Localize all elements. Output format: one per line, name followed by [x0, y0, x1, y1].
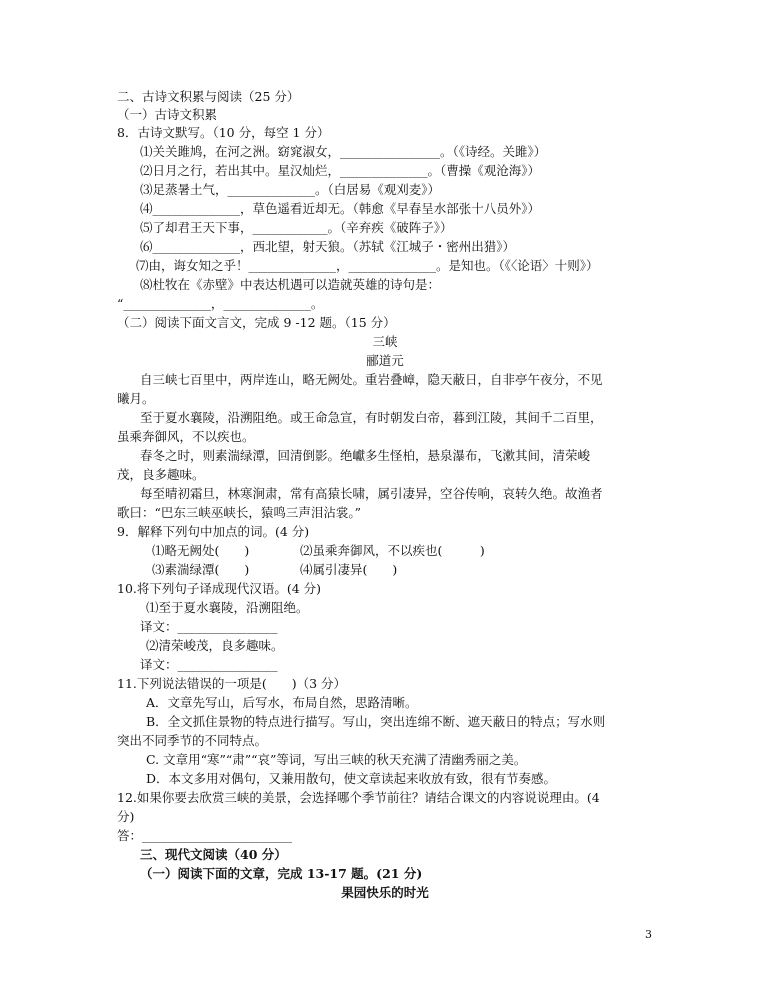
q10-sentence-1: ⑴至于夏水襄陵，沿溯阻绝。 — [146, 600, 309, 615]
q9-item-4: ⑷属引凄异( ) — [300, 562, 398, 577]
q8-item-1: ⑴关关雎鸠，在河之洲。窈窕淑女，________________。（《诗经。关雎》） — [140, 144, 547, 159]
passage-line: 茂，良多趣味。 — [117, 467, 205, 482]
q10-translation-2: 译文：________________ — [140, 657, 278, 672]
passage-line: 曦月。 — [117, 391, 155, 406]
passage-title: 三峡 — [372, 334, 398, 349]
q10-translation-1: 译文：________________ — [140, 619, 278, 634]
q11-option-b-cont: 突出不同季节的不同特点。 — [117, 733, 268, 748]
q8-item-2: ⑵日月之行，若出其中。星汉灿烂，______________。（曹操《观沧海》） — [140, 163, 541, 178]
q12-question-cont: 分) — [117, 809, 135, 824]
q11-title: 11.下列说法错误的一项是( )（3 分） — [117, 676, 347, 691]
q9-title: 9．解释下列句中加点的词。(4 分) — [117, 524, 310, 539]
passage-line: 自三峡七百里中，两岸连山，略无阙处。重岩叠嶂，隐天蔽日，自非亭午夜分，不见 — [140, 372, 603, 387]
section3-heading: 三、现代文阅读（40 分） — [140, 847, 287, 862]
q9-item-2: ⑵虽乘奔御风，不以疾也( ) — [300, 543, 485, 558]
q11-option-c: C. 文章用“寒”“肃”“哀”等词，写出三峡的秋天充满了清幽秀丽之美。 — [146, 752, 527, 767]
passage-line: 至于夏水襄陵，沿溯阻绝。或王命急宣，有时朝发白帝，暮到江陵，其间千二百里， — [140, 410, 603, 425]
q8-item-7: ⑺由，诲女知之乎！______________，______________。是知也。（《〈论语〉十则》） — [136, 258, 599, 273]
q8-item-3: ⑶足蒸暑土气，______________。（白居易《观刈麦》） — [140, 182, 441, 197]
q11-option-b: B．全文抓住景物的特点进行描写。写山，突出连绵不断、遮天蔽日的特点；写水则 — [146, 714, 606, 729]
q8-item-8: ⑻杜牧在《赤壁》中表达机遇可以造就英雄的诗句是： — [140, 277, 441, 292]
q10-sentence-2: ⑵清荣峻茂，良多趣味。 — [146, 638, 284, 653]
passage-line: 春冬之时，则素湍绿潭，回清倒影。绝巘多生怪柏，悬泉瀑布，飞漱其间，清荣峻 — [140, 448, 591, 463]
page-number: 3 — [645, 928, 652, 941]
passage-author: 郦道元 — [366, 353, 404, 368]
article-title: 果园快乐的时光 — [341, 885, 429, 900]
q8-item-4: ⑷______________，草色遥看近却无。（韩愈《早春呈水部张十八员外》） — [140, 201, 541, 216]
section3-part1: （一）阅读下面的文章，完成 13-17 题。(21 分) — [140, 866, 423, 881]
q8-item-8-blanks: “______________，______________。 — [117, 296, 324, 311]
passage-line: 歌曰：“巴东三峡巫峡长，猿鸣三声泪沾裳。” — [117, 505, 362, 520]
part2-heading: （二）阅读下面文言文，完成 9 -12 题。（15 分） — [117, 315, 396, 330]
q12-question: 12.如果你要去欣赏三峡的美景，会选择哪个季节前往？请结合课文的内容说说理由。(4 — [117, 790, 600, 805]
part1-heading: （一）古诗文积累 — [117, 107, 218, 122]
section2-heading: 二、古诗文积累与阅读（25 分） — [117, 89, 300, 104]
q9-item-1: ⑴略无阙处( ) — [152, 543, 250, 558]
q12-answer: 答：________________________ — [117, 828, 293, 843]
q8-item-5: ⑸了却君王天下事，____________。（辛弃疾《破阵子》） — [140, 220, 453, 235]
q11-option-d: D．本文多用对偶句，又兼用散句，使文章读起来收放有致，很有节奏感。 — [146, 771, 557, 786]
passage-line: 虽乘奔御风，不以疾也。 — [117, 429, 255, 444]
q10-title: 10.将下列句子译成现代汉语。(4 分) — [117, 581, 322, 596]
q8-item-6: ⑹______________，西北望，射天狼。（苏轼《江城子・密州出猎》） — [140, 239, 516, 254]
q9-item-3: ⑶素湍绿潭( ) — [152, 562, 250, 577]
q11-option-a: A．文章先写山，后写水，布局自然，思路清晰。 — [146, 695, 418, 710]
passage-line: 每至晴初霜旦，林寒涧肃，常有高猿长啸，属引凄异，空谷传响，哀转久绝。故渔者 — [140, 486, 603, 501]
q8-title: 8．古诗文默写。（10 分，每空 1 分） — [117, 125, 330, 140]
